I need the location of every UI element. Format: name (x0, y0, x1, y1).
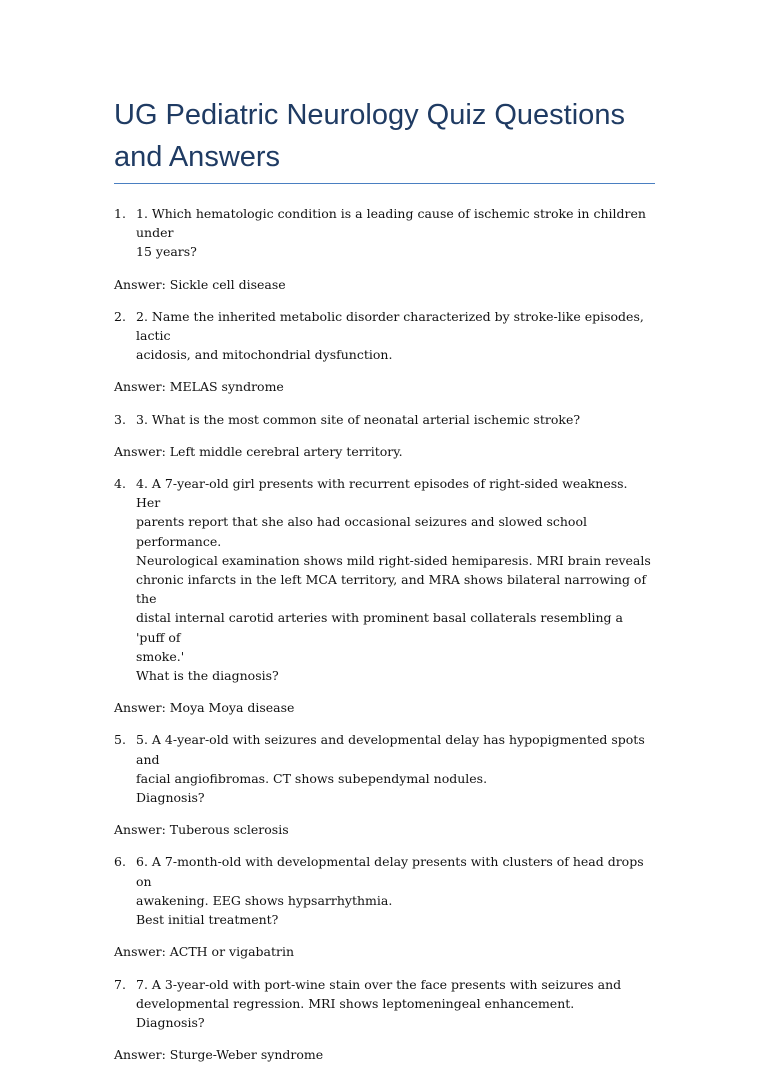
question-item (114, 975, 655, 1033)
question-text-line: acidosis, and mitochondrial dysfunction. (136, 347, 393, 363)
question-text-line: 1. Which hematologic condition is a leading cause of ischemic stroke in children under (136, 206, 646, 241)
document-page (114, 94, 655, 1077)
question-item (114, 204, 655, 262)
document-title: UG Pediatric Neurology Quiz Questions and Answers (114, 94, 655, 184)
question-text-line: 5. A 4-year-old with seizures and developmental delay has hypopigmented spots and (136, 732, 645, 767)
question-item (114, 474, 655, 685)
question-text-line: parents report that she also had occasional seizures and slowed school performance. (136, 514, 587, 549)
answer-text: Answer: MELAS syndrome (114, 379, 284, 395)
question-number: 7. (114, 976, 126, 992)
answer-text: Answer: Sturge-Weber syndrome (114, 1047, 324, 1063)
question-text-line: 4. A 7-year-old girl presents with recurrent episodes of right-sided weakness. Her (136, 476, 628, 511)
question-text-line: awakening. EEG shows hypsarrhythmia. (136, 892, 393, 908)
question-item (114, 410, 655, 429)
question-text-line: Best initial treatment? (136, 912, 279, 928)
question-list (114, 204, 655, 1064)
question-number: 6. (114, 854, 126, 870)
question-text-line: developmental regression. MRI shows leptomeningeal enhancement. (136, 995, 575, 1011)
question-text-line: 7. A 3-year-old with port-wine stain over the face presents with seizures and (136, 976, 622, 992)
answer-text: Answer: ACTH or vigabatrin (114, 944, 295, 960)
answer-text: Answer: Sickle cell disease (114, 276, 286, 292)
question-number: 3. (114, 411, 126, 427)
question-item (114, 307, 655, 365)
question-item (114, 852, 655, 929)
question-text-line: distal internal carotid arteries with prominent basal collaterals resembling a 'puff of (136, 610, 623, 645)
question-text-line: 2. Name the inherited metabolic disorder characterized by stroke-like episodes, lactic (136, 308, 644, 344)
question-number: 4. (114, 476, 126, 492)
question-number: 1. (114, 206, 126, 221)
answer-text: Answer: Tuberous sclerosis (114, 822, 289, 838)
answer-text: Answer: Left middle cerebral artery territory. (114, 443, 403, 459)
question-text-line: 15 years? (136, 244, 197, 260)
question-number: 2. (114, 308, 126, 324)
question-item (114, 730, 655, 807)
question-text-line: 6. A 7-month-old with developmental delay presents with clusters of head drops on (136, 854, 644, 889)
question-text-line: What is the diagnosis? (136, 668, 279, 684)
question-text-line: smoke.' (136, 648, 185, 664)
question-text-line: Neurological examination shows mild right-sided hemiparesis. MRI brain reveals (136, 552, 651, 568)
question-text-line: Diagnosis? (136, 1014, 205, 1030)
question-text-line: facial angiofibromas. CT shows subependymal nodules. (136, 770, 488, 786)
question-text-line: chronic infarcts in the left MCA territory, and MRA shows bilateral narrowing of the (136, 572, 647, 607)
question-number: 5. (114, 732, 126, 748)
answer-text: Answer: Moya Moya disease (114, 700, 295, 716)
question-text-line: 3. What is the most common site of neonatal arterial ischemic stroke? (136, 411, 581, 427)
question-text-line: Diagnosis? (136, 790, 205, 806)
